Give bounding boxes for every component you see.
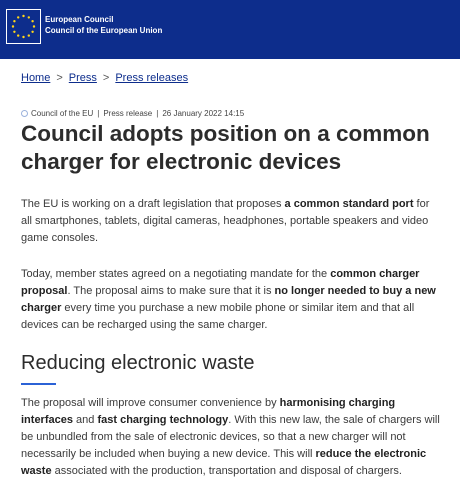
breadcrumb xyxy=(21,72,188,84)
council-dot-icon xyxy=(21,110,28,117)
article-meta: Council of the EU | Press release | 26 January 2022 14:15 xyxy=(21,109,244,118)
paragraph-intro: The EU is working on a draft legislation that proposes a common standard port for all smartphones, tablets, digital cameras, headphones, portable speakers and video game consoles. xyxy=(21,198,430,244)
meta-date: 26 January 2022 14:15 xyxy=(162,109,245,118)
breadcrumb-press-link[interactable]: Press xyxy=(68,72,97,84)
breadcrumb-separator-icon: > xyxy=(102,72,110,84)
breadcrumb-press-releases-link[interactable]: Press releases xyxy=(115,72,189,84)
org-name-2: Council of the European Union xyxy=(45,26,163,35)
breadcrumb-home-link[interactable]: Home xyxy=(21,72,51,84)
paragraph-mandate: Today, member states agreed on a negotiating mandate for the common charger proposal. The proposal aims to make sure that it is no longer needed to buy a new charger every time you purchase a new mobile phone or similar item and that all devices can be recharged using the same charger. xyxy=(21,268,436,331)
eu-stars-logo-icon[interactable] xyxy=(6,9,41,44)
section-heading: Reducing electronic waste xyxy=(21,352,255,374)
heading-underline xyxy=(21,383,56,385)
meta-type: Press release xyxy=(103,109,153,118)
meta-source: Council of the EU xyxy=(31,109,94,118)
paragraph-waste: The proposal will improve consumer convenience by harmonising charging interfaces and fast charging technology. With this new law, the sale of chargers will be unbundled from the sale of electronic devices, so that a new charger will not necessarily be included when buying a new device. This will reduce the electronic waste associated with the production, transportation and disposal of chargers. xyxy=(21,397,440,477)
page-title: Council adopts position on a common charger for electronic devices xyxy=(21,121,430,174)
site-header xyxy=(0,0,460,59)
site-title[interactable] xyxy=(45,14,162,36)
breadcrumb-separator-icon: > xyxy=(56,72,63,84)
org-name-1: European Council xyxy=(45,15,114,24)
